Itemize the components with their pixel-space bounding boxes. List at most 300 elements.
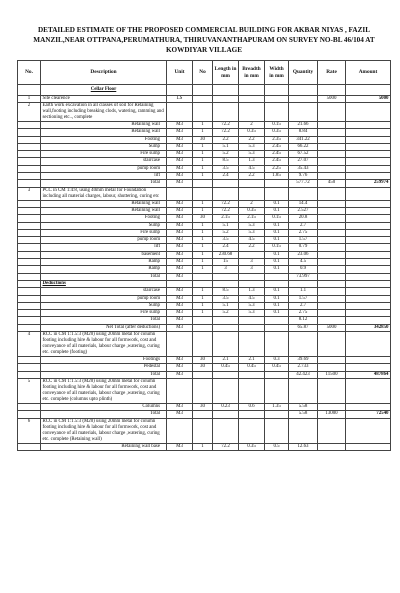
row-rate — [318, 143, 346, 150]
row-length: 8.5 — [213, 158, 239, 165]
row-nos: 1 — [193, 288, 213, 295]
row-amount — [346, 129, 391, 136]
row-unit: M3 — [167, 324, 193, 331]
row-rate — [318, 165, 346, 172]
table-row — [18, 364, 391, 371]
row-rate — [318, 136, 346, 143]
row-quantity: 42.423 — [289, 371, 318, 378]
row-quantity: 39.69 — [289, 357, 318, 364]
row-width: 0.15 — [265, 215, 289, 222]
empty-cell — [239, 103, 265, 122]
row-unit: M3 — [167, 443, 193, 450]
row-unit: M3 — [167, 403, 193, 410]
row-description: pump room — [41, 237, 167, 244]
row-breadth: 0.35 — [239, 443, 265, 450]
item-no-cell — [18, 259, 41, 266]
table-row — [18, 259, 391, 266]
row-rate — [318, 229, 346, 236]
item-no-cell — [18, 302, 41, 309]
row-unit: M3 — [167, 237, 193, 244]
item-rate — [318, 187, 346, 200]
row-description: Retaining wall — [41, 122, 167, 129]
row-description: Columns — [41, 403, 167, 410]
row-nos — [193, 411, 213, 418]
row-unit: M3 — [167, 302, 193, 309]
row-quantity: 35.43 — [289, 165, 318, 172]
row-quantity: 577.72 — [289, 180, 318, 187]
row-amount — [346, 251, 391, 258]
table-row — [18, 237, 391, 244]
row-width — [265, 180, 289, 187]
item-description: RCC in CM 1:1.5:3 (M20) using 20mm metal for column footing including hire & labour for all formwork, cost and conveyance of all materials, labour charge ,watering, curing etc. complete (Retaining wall) — [41, 418, 167, 443]
item-no-cell — [18, 310, 41, 317]
empty-cell — [289, 332, 318, 357]
empty-cell — [265, 332, 289, 357]
row-nos: 1 — [193, 222, 213, 229]
row-length: 2.2 — [213, 136, 239, 143]
deductions-label: Deductions — [41, 280, 167, 287]
table-row — [18, 371, 391, 378]
row-description: Retaining wall — [41, 200, 167, 207]
item-unit — [167, 332, 193, 357]
empty-cell — [213, 418, 239, 443]
item-unit — [167, 187, 193, 200]
row-unit: M3 — [167, 180, 193, 187]
empty-cell — [213, 332, 239, 357]
row-amount — [346, 151, 391, 158]
row-length — [213, 371, 239, 378]
row-quantity: 1.57 — [289, 295, 318, 302]
item-no-cell — [18, 324, 41, 331]
row-amount — [346, 244, 391, 251]
row-unit: M3 — [167, 310, 193, 317]
row-description: Pedestal — [41, 364, 167, 371]
row-unit: M3 — [167, 259, 193, 266]
row-quantity: 2.75 — [289, 310, 318, 317]
table-row — [18, 200, 391, 207]
row-width: 0.1 — [265, 222, 289, 229]
row-unit: M3 — [167, 229, 193, 236]
item-no-cell — [18, 266, 41, 273]
section-row — [18, 85, 391, 96]
row-length: 5.1 — [213, 143, 239, 150]
row-quantity: 12.63 — [289, 443, 318, 450]
item-no: 5 — [18, 378, 41, 403]
item-no-cell — [18, 165, 41, 172]
row-rate — [318, 273, 346, 280]
row-breadth: 0.45 — [239, 364, 265, 371]
row-width: 1.35 — [265, 403, 289, 410]
row-unit: M3 — [167, 143, 193, 150]
empty-cell — [193, 96, 213, 103]
row-length: 72.2 — [213, 122, 239, 129]
row-breadth: 1.3 — [239, 158, 265, 165]
row-length — [213, 324, 239, 331]
row-breadth: 5.3 — [239, 310, 265, 317]
item-description: RCC in CM 1:1.5:3 (M20) using 20mm metal for column footing including hire & labour for all formwork, cost and conveyance of all materials, labour charge ,watering, curing etc. complete (columns upto plinth) — [41, 378, 167, 403]
item-amount — [346, 103, 391, 122]
row-breadth: 5.3 — [239, 143, 265, 150]
item-no-cell — [18, 136, 41, 143]
row-amount — [346, 443, 391, 450]
empty-cell — [289, 187, 318, 200]
row-quantity: 2.733 — [289, 364, 318, 371]
row-length: 2.1 — [213, 357, 239, 364]
row-width: 0.15 — [265, 122, 289, 129]
item-description: PCC in CM 1:4:8, using 40mm metal for Foundation including all material charges, labour, shuttering, curing etc — [41, 187, 167, 200]
row-width: 0.1 — [265, 288, 289, 295]
row-quantity: 341.22 — [289, 136, 318, 143]
estimate-table — [17, 60, 391, 451]
row-nos: 1 — [193, 200, 213, 207]
table-row — [18, 317, 391, 324]
row-quantity: 23.06 — [289, 251, 318, 258]
table-row — [18, 229, 391, 236]
item-no-cell — [18, 158, 41, 165]
row-breadth: 0.6 — [239, 403, 265, 410]
row-breadth: 2.2 — [239, 244, 265, 251]
row-nos: 1 — [193, 251, 213, 258]
row-breadth: 0.35 — [239, 207, 265, 214]
row-unit: M3 — [167, 200, 193, 207]
row-width: 0.1 — [265, 266, 289, 273]
row-amount: 72540 — [346, 411, 391, 418]
row-unit: M3 — [167, 158, 193, 165]
item-row — [18, 378, 391, 403]
empty-cell — [265, 96, 289, 103]
item-no-cell — [18, 129, 41, 136]
row-nos: 1 — [193, 129, 213, 136]
item-no: 3 — [18, 187, 41, 200]
row-quantity: 5.58 — [289, 403, 318, 410]
row-length: 8.5 — [213, 288, 239, 295]
row-rate — [318, 288, 346, 295]
empty-cell — [265, 418, 289, 443]
row-breadth: 3 — [239, 259, 265, 266]
table-row — [18, 443, 391, 450]
header-row — [18, 61, 391, 85]
empty-cell — [167, 280, 193, 287]
row-length: 72.2 — [213, 129, 239, 136]
row-breadth: 5.3 — [239, 302, 265, 309]
row-unit: M3 — [167, 122, 193, 129]
row-description: Fire sump — [41, 310, 167, 317]
row-nos — [193, 273, 213, 280]
header-nos: No — [193, 61, 213, 85]
row-width — [265, 411, 289, 418]
header-width: Width in mm — [265, 61, 289, 85]
row-unit: M3 — [167, 215, 193, 222]
row-length: 0.45 — [213, 364, 239, 371]
item-no-cell — [18, 357, 41, 364]
row-amount — [346, 403, 391, 410]
table-row — [18, 158, 391, 165]
item-no: 1 — [18, 96, 41, 103]
row-breadth: 4.5 — [239, 165, 265, 172]
row-quantity: 1.1 — [289, 288, 318, 295]
row-nos: 1 — [193, 158, 213, 165]
row-breadth: 2.2 — [239, 136, 265, 143]
empty-cell — [193, 332, 213, 357]
empty-cell — [265, 103, 289, 122]
row-amount: 342850 — [346, 324, 391, 331]
row-amount — [346, 288, 391, 295]
row-description: Ramp — [41, 266, 167, 273]
item-no-cell — [18, 411, 41, 418]
row-width — [265, 371, 289, 378]
row-description: Sump — [41, 143, 167, 150]
row-width: 2.45 — [265, 158, 289, 165]
empty-cell — [213, 280, 239, 287]
row-description: Total — [41, 411, 167, 418]
item-no-cell — [18, 317, 41, 324]
item-description: RCC in CM 1:1.5:3 (M20) using 20mm metal for column footing including hire & labour for all formwork, cost and conveyance of all materials, labour charge ,watering, curing etc. complete (footing) — [41, 332, 167, 357]
row-nos: 30 — [193, 215, 213, 222]
row-nos: 1 — [193, 229, 213, 236]
row-amount — [346, 143, 391, 150]
empty-cell — [193, 280, 213, 287]
item-no: 4 — [18, 332, 41, 357]
row-length: 230.68 — [213, 251, 239, 258]
row-length: 3.5 — [213, 295, 239, 302]
row-nos — [193, 371, 213, 378]
row-quantity: 20.8 — [289, 215, 318, 222]
row-quantity: 4.5 — [289, 259, 318, 266]
row-breadth: 4.5 — [239, 237, 265, 244]
row-rate — [318, 244, 346, 251]
row-description: Footing — [41, 215, 167, 222]
row-unit: M3 — [167, 411, 193, 418]
row-description: Fire sump — [41, 229, 167, 236]
empty-cell — [18, 280, 41, 287]
row-length: 2.4 — [213, 173, 239, 180]
empty-cell — [239, 96, 265, 103]
empty-cell — [239, 187, 265, 200]
row-description: lift — [41, 173, 167, 180]
table-row — [18, 165, 391, 172]
row-length: 0.23 — [213, 403, 239, 410]
row-breadth: 5.3 — [239, 229, 265, 236]
row-rate — [318, 129, 346, 136]
row-quantity: 14.4 — [289, 200, 318, 207]
table-row — [18, 324, 391, 331]
item-no-cell — [18, 207, 41, 214]
row-amount — [346, 302, 391, 309]
row-width: 0.1 — [265, 259, 289, 266]
empty-cell — [265, 280, 289, 287]
row-breadth — [239, 411, 265, 418]
item-no-cell — [18, 215, 41, 222]
item-no-cell — [18, 288, 41, 295]
header-no: No. — [18, 61, 41, 85]
empty-cell — [213, 96, 239, 103]
empty-cell — [289, 418, 318, 443]
row-rate — [318, 310, 346, 317]
row-description: Footings — [41, 357, 167, 364]
item-unit — [167, 103, 193, 122]
row-unit: M3 — [167, 151, 193, 158]
empty-cell — [289, 378, 318, 403]
item-no-cell — [18, 229, 41, 236]
row-rate — [318, 259, 346, 266]
table-row — [18, 136, 391, 143]
row-unit: M3 — [167, 244, 193, 251]
empty-cell — [239, 418, 265, 443]
row-length: 3.5 — [213, 165, 239, 172]
row-nos: 1 — [193, 173, 213, 180]
row-nos: 30 — [193, 136, 213, 143]
item-rate — [318, 103, 346, 122]
header-rate: Rate — [318, 61, 346, 85]
row-unit: M3 — [167, 371, 193, 378]
item-amount — [346, 332, 391, 357]
row-rate: 11500 — [318, 371, 346, 378]
row-rate — [318, 207, 346, 214]
item-amount — [346, 378, 391, 403]
item-no-cell — [18, 222, 41, 229]
row-nos — [193, 180, 213, 187]
table-row — [18, 143, 391, 150]
row-amount — [346, 200, 391, 207]
row-breadth — [239, 251, 265, 258]
row-length — [213, 180, 239, 187]
row-width: 1.85 — [265, 173, 289, 180]
row-rate — [318, 122, 346, 129]
table-row — [18, 251, 391, 258]
row-width: 0.1 — [265, 200, 289, 207]
row-width — [265, 317, 289, 324]
row-length: 5.1 — [213, 302, 239, 309]
item-no-cell — [18, 237, 41, 244]
table-row — [18, 207, 391, 214]
row-rate: 5000 — [318, 324, 346, 331]
row-breadth — [239, 317, 265, 324]
row-nos: 30 — [193, 357, 213, 364]
row-quantity: 5.58 — [289, 411, 318, 418]
item-no-cell — [18, 371, 41, 378]
row-rate — [318, 317, 346, 324]
empty-cell — [289, 96, 318, 103]
table-row — [18, 173, 391, 180]
row-breadth: 2 — [239, 122, 265, 129]
row-width: 0.1 — [265, 251, 289, 258]
row-nos: 1 — [193, 143, 213, 150]
row-length: 5.2 — [213, 310, 239, 317]
row-breadth — [239, 273, 265, 280]
row-description: Retaining wall base — [41, 443, 167, 450]
row-width — [265, 324, 289, 331]
row-length: 72.2 — [213, 200, 239, 207]
item-rate — [318, 378, 346, 403]
empty-cell — [289, 103, 318, 122]
row-amount: 487864 — [346, 371, 391, 378]
row-rate — [318, 173, 346, 180]
row-amount — [346, 136, 391, 143]
row-unit: M3 — [167, 266, 193, 273]
table-row — [18, 222, 391, 229]
row-nos: 1 — [193, 443, 213, 450]
row-width: 0.15 — [265, 244, 289, 251]
item-no-cell — [18, 173, 41, 180]
empty-cell — [213, 103, 239, 122]
row-rate — [318, 364, 346, 371]
row-description: Total — [41, 180, 167, 187]
estimate-body — [18, 85, 391, 451]
item-unit — [167, 378, 193, 403]
header-amount: Amount — [346, 61, 391, 85]
table-row — [18, 244, 391, 251]
row-unit: M3 — [167, 129, 193, 136]
row-nos — [193, 324, 213, 331]
row-rate — [318, 200, 346, 207]
item-no-cell — [18, 295, 41, 302]
header-quantity: Quantity — [289, 61, 318, 85]
item-no-cell — [18, 122, 41, 129]
item-description: Site clearence — [41, 96, 167, 103]
row-rate — [318, 215, 346, 222]
row-nos: 1 — [193, 310, 213, 317]
row-width: 0.1 — [265, 229, 289, 236]
table-row — [18, 180, 391, 187]
row-description: Retaining wall — [41, 207, 167, 214]
item-amount — [346, 418, 391, 443]
row-description: Net Total (after deductions) — [41, 324, 167, 331]
row-amount — [346, 259, 391, 266]
row-length: 2.15 — [213, 215, 239, 222]
row-quantity: 9.76 — [289, 173, 318, 180]
row-amount — [346, 317, 391, 324]
row-length: 3.5 — [213, 237, 239, 244]
row-quantity: 2.7 — [289, 302, 318, 309]
row-amount — [346, 122, 391, 129]
row-nos: 1 — [193, 302, 213, 309]
row-length: 5.2 — [213, 229, 239, 236]
table-row — [18, 310, 391, 317]
table-row — [18, 122, 391, 129]
item-no-cell — [18, 143, 41, 150]
row-unit: M3 — [167, 295, 193, 302]
row-amount — [346, 222, 391, 229]
table-row — [18, 151, 391, 158]
row-amount — [346, 215, 391, 222]
row-amount — [346, 165, 391, 172]
table-row — [18, 215, 391, 222]
section-title: Cellar Floor — [41, 85, 167, 96]
row-rate — [318, 357, 346, 364]
row-nos: 1 — [193, 165, 213, 172]
row-quantity: 8.84 — [289, 129, 318, 136]
row-breadth: 2.15 — [239, 215, 265, 222]
row-width: 2.45 — [265, 151, 289, 158]
table-row — [18, 302, 391, 309]
row-nos: 30 — [193, 403, 213, 410]
empty-cell — [239, 280, 265, 287]
row-rate: 13000 — [318, 411, 346, 418]
row-amount — [346, 237, 391, 244]
row-rate — [318, 251, 346, 258]
empty-cell — [193, 187, 213, 200]
row-amount — [346, 295, 391, 302]
row-amount — [346, 266, 391, 273]
row-amount — [346, 229, 391, 236]
row-breadth: 2 — [239, 200, 265, 207]
empty-cell — [289, 280, 318, 287]
item-unit — [167, 418, 193, 443]
row-description: Fire sump — [41, 151, 167, 158]
row-nos: 1 — [193, 151, 213, 158]
table-row — [18, 295, 391, 302]
row-quantity: 73.997 — [289, 273, 318, 280]
